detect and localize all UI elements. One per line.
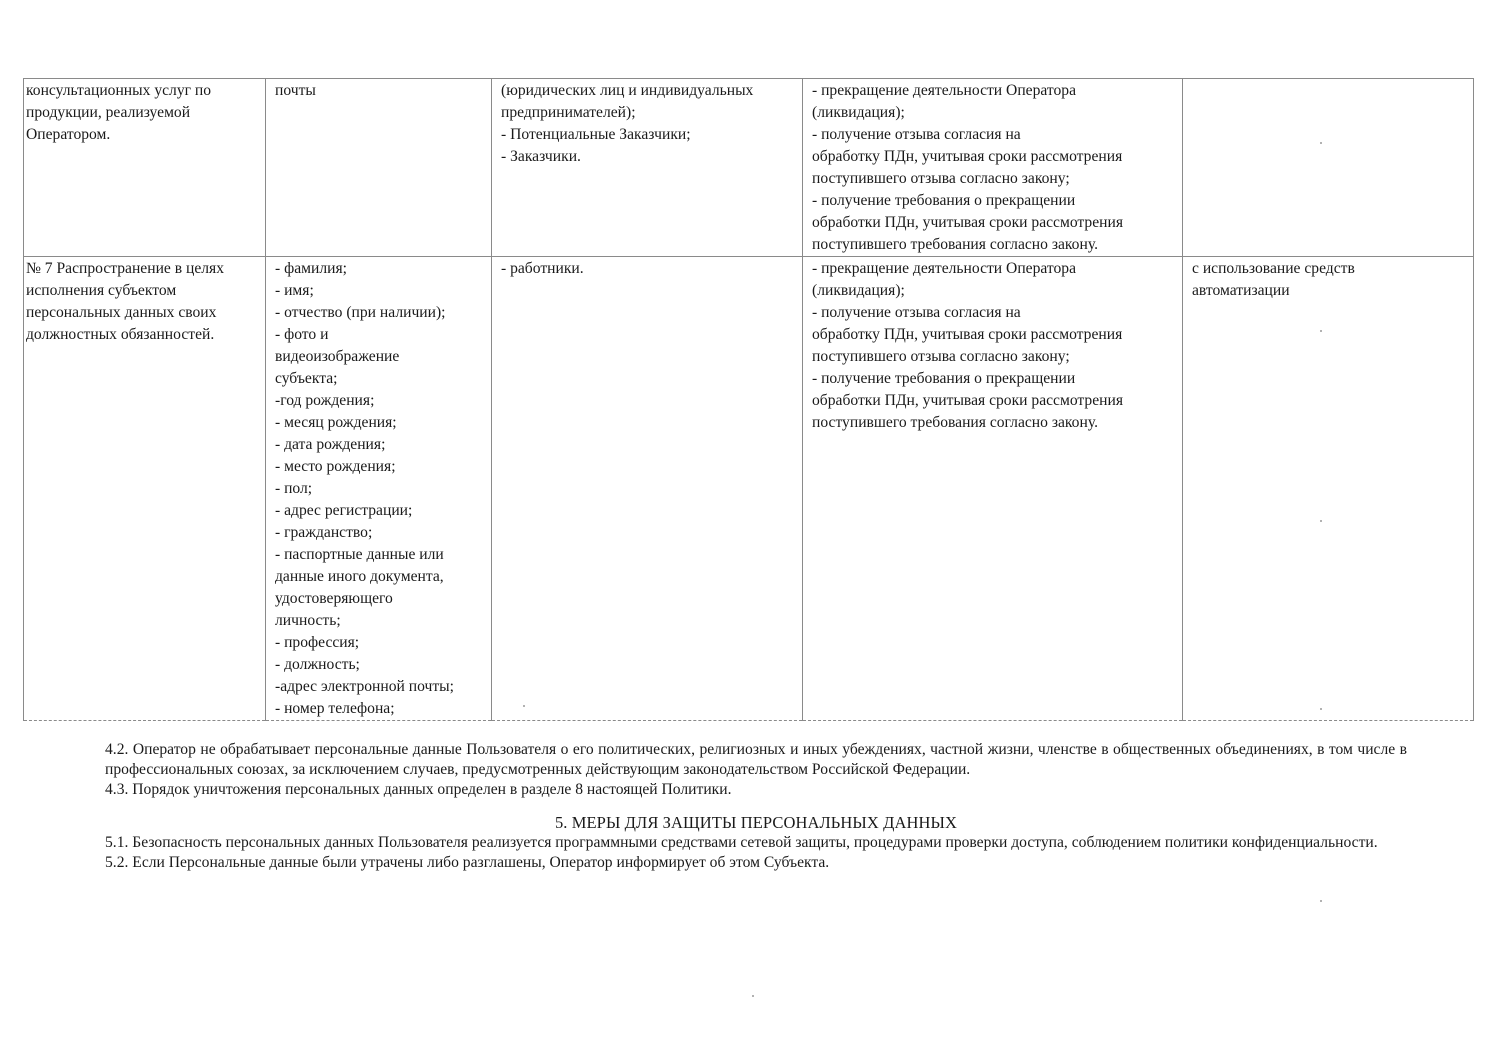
cell-line: - Заказчики. [501, 148, 581, 165]
cell-line: поступившего отзыва согласно закону; [812, 348, 1070, 365]
paragraph-5-1: 5.1. Безопасность персональных данных Пользователя реализуется программными средствами сетевой защиты, процедурами проверки доступа, соблюдением политики конфиденциальности. [105, 834, 1378, 851]
cell-line: - место рождения; [275, 458, 396, 475]
terms-cell [803, 257, 1183, 721]
cell-line: обработку ПДн, учитывая сроки рассмотрения [812, 326, 1123, 343]
cell-line: исполнения субъектом [26, 282, 177, 299]
cell-line: - гражданство; [275, 524, 373, 541]
cell-line: - месяц рождения; [275, 414, 397, 431]
cell-line: - получение требования о прекращении [812, 370, 1076, 387]
cell-line: с использование средств [1192, 260, 1355, 277]
cell-line: № 7 Распространение в целях [26, 260, 225, 277]
cell-line: должностных обязанностей. [26, 326, 215, 343]
cell-line: - работники. [501, 260, 584, 277]
cell-line: удостоверяющего [275, 590, 393, 607]
cell-line: поступившего отзыва согласно закону; [812, 170, 1070, 187]
table-row [24, 257, 1474, 721]
cell-line: - имя; [275, 282, 314, 299]
cell-line: - получение отзыва согласия на [812, 304, 1021, 321]
cell-line: субъекта; [275, 370, 338, 387]
cell-line: персональных данных своих [26, 304, 217, 321]
cell-line: автоматизации [1192, 282, 1290, 299]
purpose-cell [24, 257, 266, 721]
cell-line: - отчество (при наличии); [275, 304, 446, 321]
cell-line: - адрес регистрации; [275, 502, 413, 519]
cell-line: предпринимателей); [501, 104, 636, 121]
cell-line: -адрес электронной почты; [275, 678, 454, 695]
section-heading: 5. МЕРЫ ДЛЯ ЗАЩИТЫ ПЕРСОНАЛЬНЫХ ДАННЫХ [554, 813, 958, 832]
cell-line: видеоизображение [275, 348, 400, 365]
cell-line: - получение отзыва согласия на [812, 126, 1021, 143]
cell-line: обработки ПДн, учитывая сроки рассмотрения [812, 214, 1124, 231]
cell-line: (ликвидация); [812, 282, 905, 299]
cell-line: - профессия; [275, 634, 360, 651]
cell-line: - Потенциальные Заказчики; [501, 126, 691, 143]
terms-cell [803, 79, 1183, 257]
cell-line: - номер телефона; [275, 700, 395, 717]
subjects-cell [492, 79, 803, 257]
cell-line: поступившего требования согласно закону. [812, 414, 1098, 431]
cell-line: - прекращение деятельности Оператора [812, 82, 1077, 99]
cell-line: (юридических лиц и индивидуальных [501, 82, 754, 99]
purpose-cell [24, 79, 266, 257]
cell-line: поступившего требования согласно закону. [812, 236, 1098, 253]
cell-line: Оператором. [26, 126, 111, 143]
cell-line: данные иного документа, [275, 568, 444, 585]
cell-line: -год рождения; [275, 392, 375, 409]
cell-line: личность; [275, 612, 341, 629]
data-list-cell [266, 79, 492, 257]
cell-line: - получение требования о прекращении [812, 192, 1076, 209]
cell-line: - фото и [275, 326, 329, 343]
cell-line: продукции, реализуемой [26, 104, 191, 121]
method-cell [1183, 79, 1474, 257]
cell-line: - паспортные данные или [275, 546, 444, 563]
cell-line: - пол; [275, 480, 313, 497]
cell-line: обработки ПДн, учитывая сроки рассмотрения [812, 392, 1124, 409]
paragraph-4-3: 4.3. Порядок уничтожения персональных данных определен в разделе 8 настоящей Политики. [105, 781, 732, 798]
cell-line: - прекращение деятельности Оператора [812, 260, 1077, 277]
table-row [24, 79, 1474, 257]
paragraph-5-2: 5.2. Если Персональные данные были утрачены либо разглашены, Оператор информирует об этом Субъекта. [105, 854, 830, 871]
paragraph-4-2: 4.2. Оператор не обрабатывает персональные данные Пользователя о его политических, религиозных и иных убеждениях, частной жизни, членстве в общественных объединениях, в том числе в профессиональных союзах, за исключением случаев, предусмотренных действующим законодательством Российской Федерации. [105, 741, 1407, 778]
personal-data-table [23, 78, 1474, 721]
cell-line: (ликвидация); [812, 104, 905, 121]
data-list-cell [266, 257, 492, 721]
cell-line: - фамилия; [275, 260, 347, 277]
cell-line: - должность; [275, 656, 360, 673]
body-text [105, 740, 1407, 873]
cell-line: - дата рождения; [275, 436, 386, 453]
method-cell [1183, 257, 1474, 721]
cell-line: почты [275, 82, 316, 99]
cell-line: консультационных услуг по [26, 82, 212, 99]
subjects-cell [492, 257, 803, 721]
cell-line: обработку ПДн, учитывая сроки рассмотрения [812, 148, 1123, 165]
